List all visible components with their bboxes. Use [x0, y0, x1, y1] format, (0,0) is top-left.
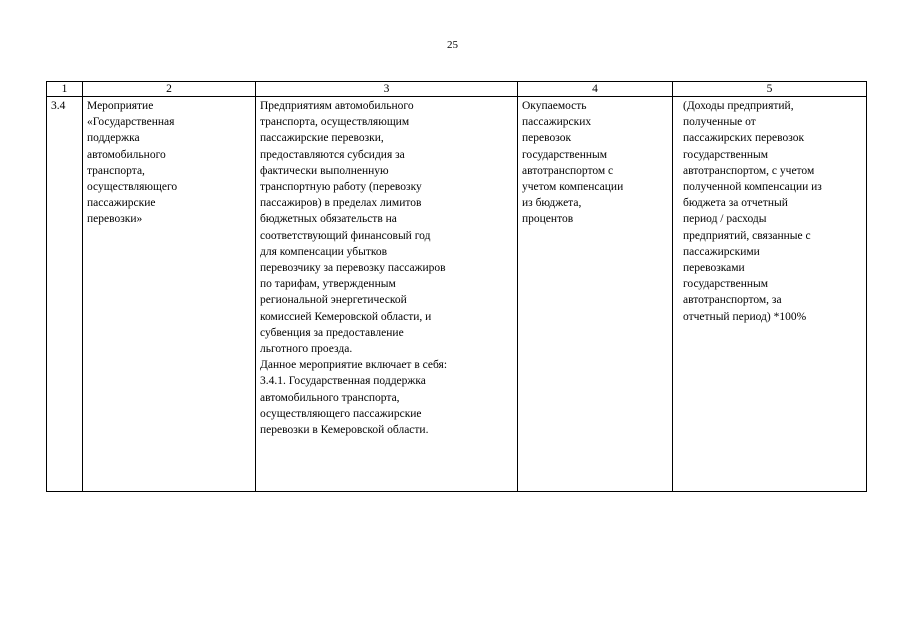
cell-calculation-formula — [673, 97, 867, 492]
header-cell-3: 3 — [256, 82, 518, 97]
header-cell-5: 5 — [673, 82, 867, 97]
cell-item-number — [47, 97, 83, 492]
page-number: 25 — [447, 39, 458, 51]
measure-name: Мероприятие «Государственная поддержка автомобильного транспорта, осуществляющего пассажирские перевозки» — [87, 100, 178, 226]
header-cell-1: 1 — [47, 82, 83, 97]
item-number: 3.4 — [51, 100, 66, 112]
cell-indicator-name — [518, 97, 673, 492]
indicator-table — [46, 81, 867, 492]
measure-description: Предприятиям автомобильного транспорта, осуществляющим пассажирские перевозки, предоставляются субсидия за фактически выполненную транспортную работу (перевозку пассажиров) в пределах лимитов бюджетных обязательств на соответствующий финансовый год для компенсации убытков перевозчику за перевозку пассажиров по тарифам, утвержденным региональной энергетической комиссией Кемеровской области, и субвенция за предоставление льготного проезда. Данное мероприятие включает в себя: 3.4.1. Государственная поддержка автомобильного транспорта, осуществляющего пассажирские перевозки в Кемеровской области. — [260, 100, 448, 437]
table-row — [47, 97, 867, 492]
cell-measure-name — [83, 97, 256, 492]
table-header-row — [47, 82, 867, 97]
cell-measure-description — [256, 97, 518, 492]
calculation-formula: (Доходы предприятий, полученные от пассажирских перевозок государственным автотранспортом, с учетом полученной компенсации из бюджета за отчетный период / расходы предприятий, связанные с пассажирскими перевозками государственным автотранспортом, за отчетный период) *100% — [683, 100, 822, 323]
header-cell-4: 4 — [518, 82, 673, 97]
header-cell-2: 2 — [83, 82, 256, 97]
indicator-name: Окупаемость пассажирских перевозок государственным автотранспортом с учетом компенсации из бюджета, процентов — [522, 100, 624, 226]
